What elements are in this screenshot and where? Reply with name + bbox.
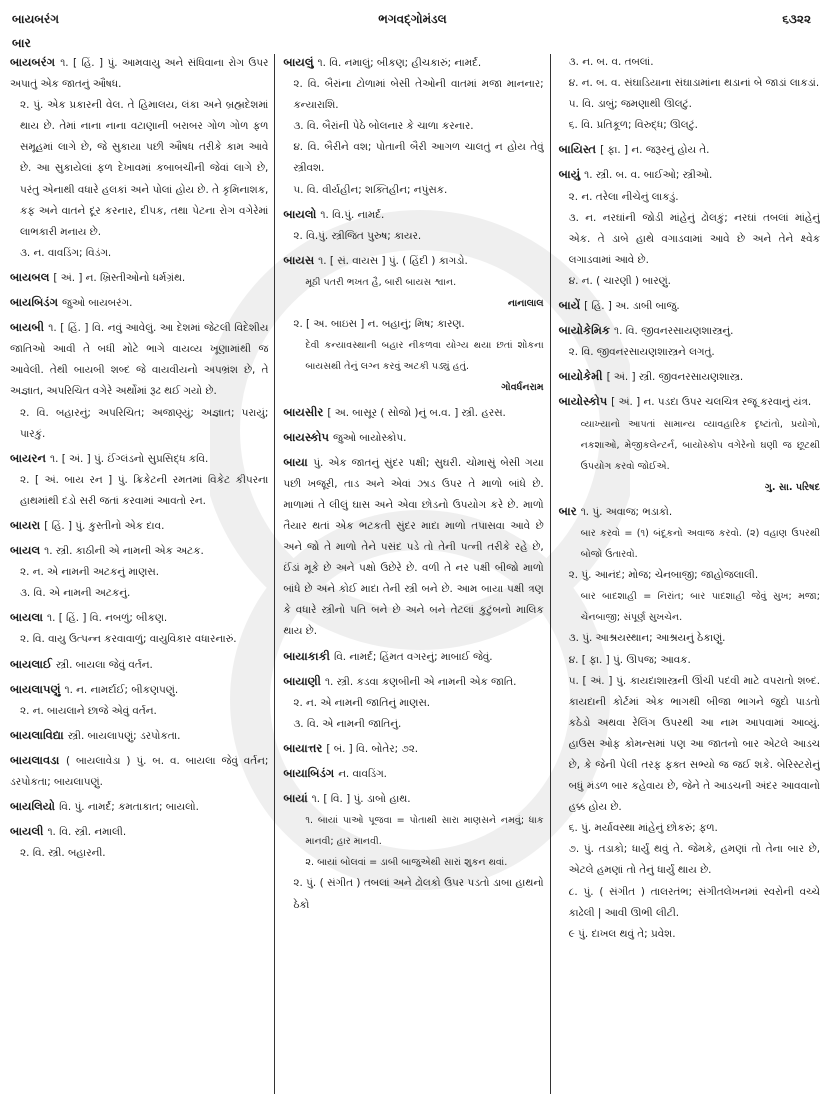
headword: બાયોકેમી xyxy=(558,369,607,384)
dictionary-entry xyxy=(283,427,543,449)
definition-text: સ્ત્રી. બાયલાપણું; ડરપોકતા. xyxy=(67,729,181,742)
definition-sense: ૨. પું. ( સંગીત ) તબલાં અને ઢોલકો ઉપર પડતો ડાબા હાથનો ઠેકો xyxy=(293,877,544,911)
definition-sense: ૨. વિ. વાયુ ઉત્પન્ન કરવાવાળું; વાયુવિકાર વધારનારું. xyxy=(20,633,237,646)
definition-sense: ૨. ન. તરેલા નીચેનું લાકડું. xyxy=(568,190,679,203)
definition-text: [ બં. ] વિ. બોતેર; ૭૨. xyxy=(326,742,419,755)
definition-quote: મૂઠી પતરી ભખત હૈ, બારી બાયસ શ્વાન. xyxy=(305,276,457,288)
headword: બાયિસ્ત xyxy=(558,142,601,157)
dictionary-entry xyxy=(559,391,820,497)
definition-text: [ અં. ] ન. ખ્રિસ્તીઓનો ધર્મગ્રંથ. xyxy=(53,271,186,284)
definition-text: ૧. પું. અવાજ; ભડાકો. xyxy=(580,505,673,518)
dictionary-entry xyxy=(283,204,543,247)
definition-text: ૧. [ સં. વાયસ ] પું. ( હિંદી ) કાગડો. xyxy=(318,254,468,267)
definition-text: પું. એક જાતનું સુંદર પક્ષી; સુઘરી. ચોમાસું બેસી ગયા પછી ખજૂરી, તાડ અને એવાં ઝાડ ઉપર તે માળો બાંધે છે. માળામાં તે લીલું ઘાસ અને એવા છોડનો ઉપયોગ કરે છે. માળો તૈયાર થતાં એક ભટકતી સુંદર માદા માળો તપાસવા આવે છે અને જો તે માળો તેને પસંદ પડે તો તેની પત્ની તરીકે રહે છે, ઈંડાં મૂકે છે અને પક્ષો ઉછેરે છે. વળી તે નર પક્ષી બીજો માળો બાંધે છે અને કોઈ માદા તેની સ્ત્રી બને છે. આમ બાયા પક્ષી ત્રણ કે વધારે સ્ત્રીનો પતિ બને છે અને બને તેટલાં કુટુંબનો માલિક થાય છે. xyxy=(283,456,544,638)
definition-text: સ્ત્રી. બાયલા જેવું વર્તન. xyxy=(55,658,153,671)
guide-word-top: બાયબરંગ xyxy=(12,12,60,26)
dictionary-entry xyxy=(559,139,820,161)
definition-sense: ૫. [ અં. ] પું. કાયદાશાસ્ત્રની ઊંચી પદવી માટે વપરાતો શબ્દ. કાયદાની કોર્ટમાં એક ભાગથી બીજા ભાગને જુદો પાડતો કઠેડો અથવા રેલિંગ ઉપરથી આ નામ આપવામાં આવ્યું. હાઉસ ઓફ કોમન્સમાં પણ આ જાતનો બાર એટલે આડચ છે, કે જેની પેલી તરફ ફક્ત સભ્યો જ જઈ શકે. બેરિસ્ટરોનું બધું મંડળ બાર કહેવાય છે, જેને તે આડચની અંદર આવવાનો હક્ક હોય છે. xyxy=(568,674,820,814)
definition-sense: ૯ પું. દાખલ થવું તે; પ્રવેશ. xyxy=(568,927,676,940)
headword: બાયાકાકી xyxy=(283,648,334,663)
definition-quote: બાર કરવો = (૧) બંદૂકનો અવાજ કરવો. (૨) વહાણ ઉપરથી બોજો ઉતારવો. xyxy=(580,527,820,561)
dictionary-entry xyxy=(10,448,268,512)
definition-sense: ૨. વિ.પું. સ્ત્રીજિત પુરુષ; કાયર. xyxy=(293,229,422,242)
definition-cite: ગોવર્ધનરામ xyxy=(501,382,544,394)
headword: બાર xyxy=(558,503,581,518)
dictionary-entry xyxy=(10,796,268,818)
dictionary-columns xyxy=(10,52,820,1102)
headword: બાયાં xyxy=(283,791,312,806)
headword: બાયોસ્કોપ xyxy=(558,394,612,409)
definition-sense: ૩. વિ. એ નામની જાતિનું. xyxy=(293,717,402,730)
dictionary-entry xyxy=(10,52,268,264)
definition-text: ૧. વિ. નમાલું; બીકણ; હીચકારું; નામર્દ. xyxy=(317,57,482,69)
headword: બાયોકેમિક xyxy=(558,323,614,338)
headword: બાયબલ xyxy=(10,269,54,284)
definition-sense: ૭. પું. તડાકો; ધાર્યું થવું તે. જેમકે, હમણાં તો તેના બાર છે, એટલે હમણાં તો તેનું ધાર્યું થાય છે. xyxy=(568,843,820,877)
dictionary-entry xyxy=(10,750,268,793)
definition-sense: ૨. વિ. બહારનું; અપરિચિત; અજાણ્યું; અજ્ઞાત; પરાયું; પારકું. xyxy=(20,406,269,440)
dictionary-entry xyxy=(10,679,268,722)
headword: બાયલી xyxy=(10,824,48,839)
headword: બાયલાપણું xyxy=(10,681,65,696)
definition-sense: ૩. વિ. એ નામની અટકનું. xyxy=(20,587,131,600)
definition-text: ૧. [ વિ. ] પું. ડાબો હાથ. xyxy=(311,793,411,806)
dictionary-entry xyxy=(283,52,543,201)
headword: બાયસ xyxy=(283,252,319,267)
definition-sense: ૨. વિ. સ્ત્રી. બહારની. xyxy=(20,847,106,860)
definition-text: [ ફા. ] ન. જરૂરનું હોય તે. xyxy=(600,144,710,157)
headword: બાયબી xyxy=(10,320,49,335)
headword: બાયલ xyxy=(10,543,45,558)
dictionary-entry xyxy=(10,267,268,289)
definition-text: ન. વાવડિંગ. xyxy=(338,768,387,780)
dictionary-entry xyxy=(10,515,268,537)
definition-text: જુઓ બાયોસ્કોપ. xyxy=(332,431,407,444)
definition-text: ૧. વિ.પું. નામર્દ. xyxy=(320,208,385,221)
definition-text: ૧. વિ. સ્ત્રી. નમાલી. xyxy=(47,826,127,839)
definition-sense: ૨. પું. એક પ્રકારની વેલ. તે હિમાલય, લંકા અને બ્રહ્મદેશમાં થાય છે. તેમાં નાના નાના વટાણાની બરાબર ગોળ ગોળ ફળ સમૂહમાં લાગે છે, જે સુકાયા પછી ઔષધ તરીકે કામ આવે છે. આ સુકાયેલાં ફળ દેખાવમાં કબાબચીની જેવાં લાગે છે, પરંતુ એનાથી વધારે હલકાં અને પોલાં હોય છે. તે કૃમિનાશક, કફ અને વાતને દૂર કરનાર, દીપક, તથા પેટના રોગ વગેરેમાં લાભકારી મનાય છે. xyxy=(20,99,269,238)
definition-text: [ અં. ] ન. પડદા ઉપર ચલચિત્ર રજૂ કરવાનું યંત્ર. xyxy=(611,396,812,409)
definition-sense: ૨. [ અં. બાય રન ] પું. ક્રિકેટની રમતમાં વિકેટ કીપરના હાથમાંથી દડો સરી જતાં કરવામાં આવતો રન. xyxy=(20,473,269,507)
definition-sense: ૫. વિ. ડાબું; જમણાથી ઊલટું. xyxy=(568,98,692,111)
headword: બાયેં xyxy=(558,298,585,313)
definition-sense: ૩. પું. આશ્રયસ્થાન; આશ્રયનું ઠેકાણું. xyxy=(568,632,726,645)
definition-sense: ૮. પું. ( સંગીત ) તાલરતંભ; સંગીતલેખનમાં સ્વરોની વચ્ચે કાઢેલી | આવી ઊભી લીટી. xyxy=(568,885,820,919)
dictionary-entry xyxy=(283,738,543,760)
definition-text: વિ. નામર્દ; હિંમત વગરનું; માબાઈ જેવું. xyxy=(333,650,493,663)
dictionary-entry xyxy=(283,763,543,785)
column-3 xyxy=(551,52,820,1102)
headword: બાયાણી xyxy=(283,673,325,688)
headword: બાયરા xyxy=(10,517,45,532)
definition-text: [ હિં. ] પું. કુસ્તીનો એક દાવ. xyxy=(44,519,165,532)
definition-sense: ૩. ન. નરઘાંની જોડી માંહેનું ઢોલકું; નરઘાં તબલાં માંહેનું એક. તે ડાબે હાથે વગાડવામાં આવે છે અને તેને ક્ષ્વેક લગાડવામાં આવે છે. xyxy=(568,211,820,266)
definition-text: ૧. સ્ત્રી. કાઠીની એ નામની એક અટક. xyxy=(44,545,204,558)
definition-text: ૧. [ હિં. ] વિ. નવું આવેલું. આ દેશમાં જેટલી વિદેશીય જાતિઓ આવી તે બધી મોટે ભાગે વાયવ્ય ખૂણામાંથી જ આવેલી. તેથી બાયબી શબ્દ જે વાયવીયનો અપભ્રંશ છે, તે અજ્ઞાત, અપરિચિત વગેરે અર્થોમાં રૂઢ થઈ ગયો છે. xyxy=(10,322,269,398)
dictionary-entry xyxy=(283,452,543,643)
headword: બાયલાવડા xyxy=(10,752,66,767)
definition-sense: ૨. પું. આનંદ; મોજ; ચેનબાજી; જાહોજલાલી. xyxy=(568,569,759,582)
definition-sense: ૨. વિ. જીવનરસાયણશાસ્ત્રને લગતું. xyxy=(568,346,715,359)
headword: બાયસીર xyxy=(283,404,328,419)
dictionary-entry xyxy=(559,52,820,136)
dictionary-entry xyxy=(283,788,543,916)
dictionary-entry xyxy=(10,821,268,864)
definition-sense: ૩. ન. વાવડિંગ; વિડંગ. xyxy=(20,246,112,259)
definition-text: [ અં. ] સ્ત્રી. જીવનરસાયણશાસ્ત્ર. xyxy=(606,371,744,384)
dictionary-entry xyxy=(10,292,268,314)
definition-cite: ગુ. સા. પરિષદ xyxy=(764,481,820,493)
definition-sense: ૪. ન. બ. વ. સંઘાડિયાના સંઘાડામાંના થડાનાં બે જાડાં લાકડાં. xyxy=(568,77,820,90)
definition-quote: ૨. બાયાં બોલવાં = ડાબી બાજુએથી સારાં શુકન થવાં. xyxy=(305,857,508,869)
page-title: ભગવદ્ગોમંડલ xyxy=(378,12,447,26)
definition-text: [ અ. બાસૂર ( સોજો )નું બ.વ. ] સ્ત્રી. હરસ. xyxy=(327,406,506,419)
dictionary-entry xyxy=(10,607,268,650)
definition-text: વિ. પું. નામર્દ; કમતાકાત; બાયલો. xyxy=(59,801,199,814)
definition-sense: ૬. વિ. પ્રતિકૂળ; વિરુદ્ધ; ઊલટું. xyxy=(568,119,698,132)
definition-quote: બાર બાદશાહી = નિરાંત; બાર પાદશાહી જેવું સુખ; મજા; ચેનબાજી; સંપૂર્ણ સુખચેન. xyxy=(580,591,820,624)
dictionary-entry xyxy=(283,646,543,668)
definition-text: ૧. વિ. જીવનરસાયણશાસ્ત્રનું. xyxy=(613,325,734,338)
definition-quote: ૧. બાયાં પાઓ પૂજવા = પોતાથી સારા માણસને નમવું; ધાક માનવી; હાર માનવી. xyxy=(305,815,544,848)
headword: બાયબરંગ xyxy=(10,55,61,69)
headword: બાયલો xyxy=(283,206,321,221)
headword: બાયલું xyxy=(283,55,318,69)
dictionary-entry xyxy=(559,501,820,945)
definition-text: ૧. [ હિં. ] વિ. નબળું; બીકણ. xyxy=(47,612,168,625)
dictionary-entry xyxy=(283,671,543,735)
definition-sense: ૨. ન. એ નામની અટકનું માણસ. xyxy=(20,566,160,579)
headword: બાયલિયો xyxy=(10,799,60,814)
headword: બાયલા xyxy=(10,610,47,625)
page-header xyxy=(0,0,825,50)
headword: બાયું xyxy=(558,167,585,182)
definition-text: [ હિં. ] અ. ડાબી બાજુ. xyxy=(584,300,680,313)
definition-sense: ૪. વિ. બૈરીને વશ; પોતાની બૈરી આગળ ચાલતું ન હોય તેવું સ્ત્રીવશ. xyxy=(293,141,544,175)
definition-text: જુઓ બાયબરંગ. xyxy=(62,297,133,310)
guide-word-bottom: બાર xyxy=(12,36,31,50)
definition-text: ( બાયલાવેડા ) પું. બ. વ. બાયલા જેવું વર્તન; ડરપોકતા; બાયલાપણું. xyxy=(10,754,269,788)
dictionary-entry xyxy=(559,164,820,292)
dictionary-entry xyxy=(559,295,820,317)
dictionary-entry xyxy=(10,540,268,604)
headword: બાયલાવિદ્યા xyxy=(10,727,68,742)
definition-text: ૧. સ્ત્રી. બ. વ. બાઈઓ; સ્ત્રીઓ. xyxy=(584,169,713,182)
dictionary-entry xyxy=(10,654,268,676)
headword: બાયસ્કોપ xyxy=(283,429,333,444)
definition-sense: ૪. ન. ( ચારણી ) બારણું. xyxy=(568,274,671,287)
definition-sense: ૫. વિ. વીર્યહીન; શક્તિહીન; નપુંસક. xyxy=(293,183,448,196)
dictionary-entry xyxy=(559,320,820,363)
definition-quote: દેવી કન્યાવસ્થાની બહાર નીકળવા યોગ્ય થયા છતાં શોકના બાયસથી તેનું લગ્ન કરવું અટકી પડ્યું હતું. xyxy=(305,340,544,373)
definition-sense: ૬. પું. મર્યાવસ્થા માંહેનું છોકરું; ફળ. xyxy=(568,822,718,835)
dictionary-entry xyxy=(10,317,268,445)
definition-sense: ૩. ન. બ. વ. તબલાં. xyxy=(568,56,654,68)
headword: બાયાત્તર xyxy=(283,740,327,755)
page-number: ૬૩૨૨ xyxy=(782,12,811,26)
headword: બાયલાઈ xyxy=(10,656,56,671)
definition-cite: નાનાલાલ xyxy=(507,298,544,310)
definition-text: ૧. [ હિં. ] પું. આમવાયુ અને સંધિવાના રોગ ઉપર અપાતું એક જાતનું ઔષધ. xyxy=(10,57,269,91)
definition-quote: વ્યાખ્યાનો આપતાં સામાન્ય વ્યાવહારિક દૃષ્ટાંતો, પ્રયોગો, નકશાઓ, મેજીકલેન્ટર્ન, બાયોસ્કોપ વગેરેનો ઘણી જ છૂટથી ઉપયોગ કરવો જોઈએ. xyxy=(580,418,820,472)
headword: બાયા xyxy=(283,454,314,469)
definition-sense: ૩. વિ. બૈરાંની પેઠે બોલનાર કે ચાળા કરનાર. xyxy=(293,120,474,133)
definition-sense: ૨. ન. એ નામની જાતિનું માણસ. xyxy=(293,696,431,709)
definition-sense: ૨. ન. બાયલાને છાજે એવું વર્તન. xyxy=(20,704,157,717)
dictionary-entry xyxy=(283,250,543,399)
definition-sense: ૪. [ ફા. ] પું. ઊપજ; આવક. xyxy=(568,653,691,666)
definition-text: ૧. [ અં. ] પું. ઈંગ્લંડનો સુપ્રસિદ્ધ કવિ. xyxy=(50,452,209,465)
headword: બાયબિડંગ xyxy=(10,295,63,310)
definition-text: ૧. સ્ત્રી. કડવા કણબીની એ નામની એક જાતિ. xyxy=(324,675,517,688)
column-2 xyxy=(275,52,549,1102)
dictionary-entry xyxy=(10,725,268,747)
column-1 xyxy=(10,52,274,1102)
dictionary-entry xyxy=(283,402,543,424)
definition-sense: ૨. [ અ. બાઇસ ] ન. બહાનું; મિષ; કારણ. xyxy=(293,318,465,331)
dictionary-entry xyxy=(559,366,820,388)
headword: બાયરન xyxy=(10,450,50,465)
headword: બાયાબિડંગ xyxy=(283,766,339,780)
definition-text: ૧. ન. નામર્દાઈ; બીકણપણું. xyxy=(64,683,179,696)
definition-sense: ૨. વિ. બૈરાંના ટોળામાં બેસી તેઓની વાતમાં મજા માનનાર; કન્યારાશિ. xyxy=(293,78,544,112)
